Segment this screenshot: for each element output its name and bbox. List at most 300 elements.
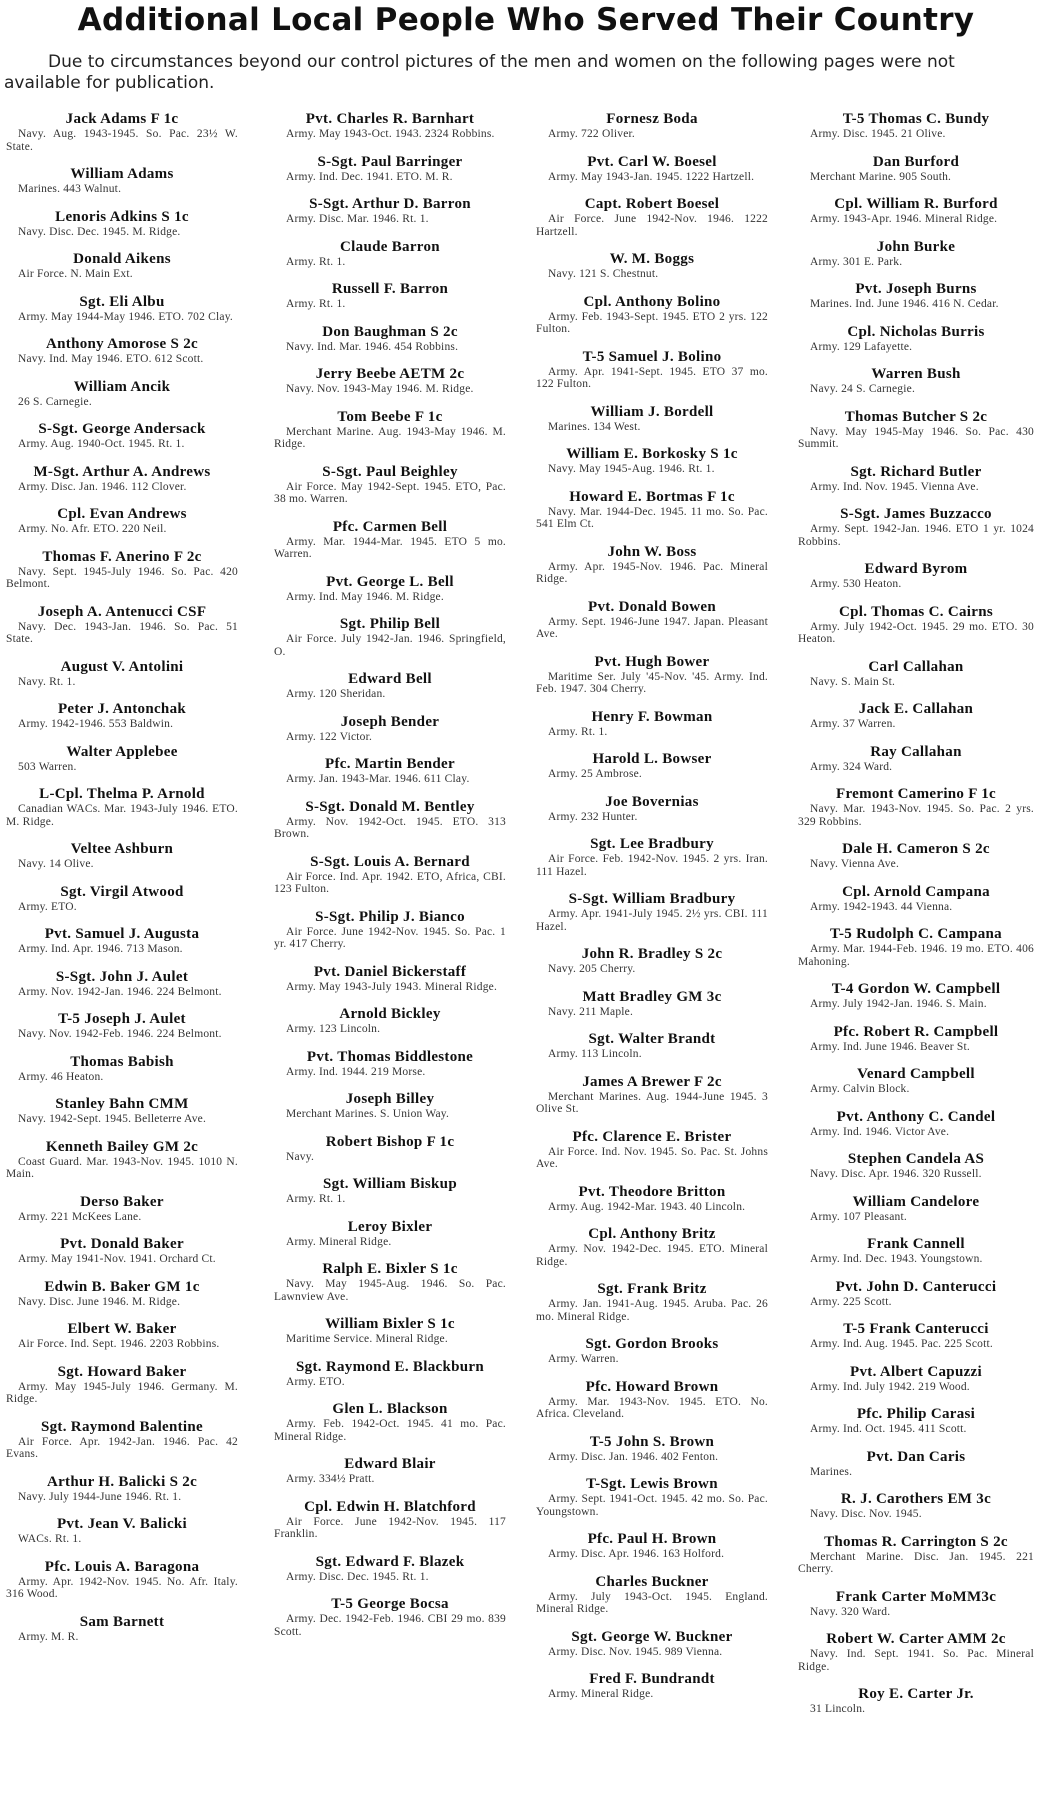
service-details: Army. Nov. 1942-Dec. 1945. ETO. Mineral Ridge. xyxy=(536,1243,768,1268)
person-name: Sgt. Richard Butler xyxy=(850,463,982,480)
service-details: Marines. 134 West. xyxy=(548,420,641,433)
person-name: Sgt. Edward F. Blazek xyxy=(315,1553,465,1570)
roster-entry xyxy=(798,745,1034,774)
person-name: Fremont Camerino F 1c xyxy=(835,786,996,802)
roster-column-2 xyxy=(274,112,506,1638)
person-name: S-Sgt. William Bradbury xyxy=(568,891,736,907)
person-name: Cpl. Nicholas Burris xyxy=(847,323,985,340)
service-details: Army. Feb. 1942-Oct. 1945. 41 mo. Pac. Mineral Ridge. xyxy=(274,1418,506,1443)
person-name: Walter Applebee xyxy=(66,743,178,760)
service-details: Army. 722 Oliver. xyxy=(548,128,635,140)
person-name: S-Sgt. James Buzzacco xyxy=(840,506,992,522)
person-name: Pfc. Robert R. Campbell xyxy=(833,1023,999,1040)
person-name: T-5 Thomas C. Bundy xyxy=(842,111,990,127)
person-name: William E. Borkosky S 1c xyxy=(566,446,738,462)
roster-entry xyxy=(536,990,768,1019)
person-name: Derso Baker xyxy=(80,1193,164,1210)
service-details: Army. Sept. 1941-Oct. 1945. 42 mo. So. Pac. Youngstown. xyxy=(536,1493,768,1518)
person-name: Pvt. Theodore Britton xyxy=(578,1183,726,1200)
roster-entry xyxy=(274,965,506,994)
roster-entry xyxy=(798,1110,1034,1139)
person-name: John R. Bradley S 2c xyxy=(581,946,723,962)
roster-entry xyxy=(6,787,238,828)
roster-entry xyxy=(798,1195,1034,1224)
person-name: S-Sgt. Paul Beighley xyxy=(322,463,458,480)
roster-entry xyxy=(6,1012,238,1041)
roster-entry xyxy=(274,800,506,841)
person-name: Pvt. Carl W. Boesel xyxy=(587,153,717,170)
service-details: Army. Ind. Apr. 1946. 713 Mason. xyxy=(18,943,183,955)
service-details: Army. Dec. 1942-Feb. 1946. CBI 29 mo. 839 Scott. xyxy=(274,1613,506,1638)
roster-entry xyxy=(536,752,768,781)
roster-entry xyxy=(274,1220,506,1249)
roster-entry xyxy=(536,405,768,434)
service-details: Navy. Nov. 1943-May 1946. M. Ridge. xyxy=(286,383,474,395)
roster-entry xyxy=(798,562,1034,591)
person-name: Venard Campbell xyxy=(857,1066,975,1082)
person-name: Ralph E. Bixler S 1c xyxy=(322,1261,458,1277)
service-details: Army. Disc. Mar. 1946. Rt. 1. xyxy=(286,213,429,225)
roster-entry xyxy=(798,605,1034,646)
person-name: Pfc. Philip Carasi xyxy=(856,1406,976,1422)
person-name: Leroy Bixler xyxy=(347,1218,433,1235)
person-name: S-Sgt. Paul Barringer xyxy=(317,153,463,170)
roster-entry xyxy=(536,155,768,184)
person-name: Pvt. Thomas Biddlestone xyxy=(306,1048,474,1065)
person-name: Sam Barnett xyxy=(79,1613,165,1630)
roster-entry xyxy=(536,1435,768,1464)
service-details: Army. Rt. 1. xyxy=(286,255,346,268)
service-details: Navy. Nov. 1942-Feb. 1946. 224 Belmont. xyxy=(18,1028,222,1040)
person-name: Matt Bradley GM 3c xyxy=(582,988,722,1005)
roster-entry xyxy=(6,970,238,999)
roster-entry xyxy=(798,1450,1034,1479)
person-name: Cpl. Thomas C. Cairns xyxy=(839,603,993,620)
service-details: Army. 1942-1946. 553 Baldwin. xyxy=(18,718,174,730)
roster-entry xyxy=(798,1492,1034,1521)
person-name: Edwin B. Baker GM 1c xyxy=(44,1278,200,1295)
person-name: Cpl. William R. Burford xyxy=(834,196,998,212)
roster-entry xyxy=(798,1322,1034,1351)
person-name: T-5 John S. Brown xyxy=(589,1433,715,1450)
service-details: Navy. Disc. June 1946. M. Ridge. xyxy=(18,1295,181,1308)
roster-entry xyxy=(274,757,506,786)
person-name: Lenoris Adkins S 1c xyxy=(55,208,189,225)
person-name: Howard E. Bortmas F 1c xyxy=(569,488,735,505)
service-details: Navy. 24 S. Carnegie. xyxy=(810,383,916,395)
service-details: Navy. Disc. Dec. 1945. M. Ridge. xyxy=(18,225,181,238)
person-name: T-5 Joseph J. Aulet xyxy=(58,1011,186,1027)
service-details: Army. 334½ Pratt. xyxy=(286,1473,375,1485)
roster-entry xyxy=(536,600,768,641)
person-name: Sgt. Virgil Atwood xyxy=(60,883,184,900)
service-details: Navy. May 1945-Aug. 1946. Rt. 1. xyxy=(548,463,715,475)
roster-entry xyxy=(274,240,506,269)
roster-entry xyxy=(274,282,506,311)
service-details: Army. Sept. 1942-Jan. 1946. ETO 1 yr. 1024 Robbins. xyxy=(798,523,1034,548)
service-details: WACs. Rt. 1. xyxy=(18,1533,82,1545)
person-name: Sgt. Gordon Brooks xyxy=(585,1336,719,1352)
service-details: 503 Warren. xyxy=(18,760,77,773)
service-details: Navy. Rt. 1. xyxy=(18,675,76,688)
service-details: Army. 324 Ward. xyxy=(810,760,893,773)
service-details: Navy. Vienna Ave. xyxy=(810,858,900,870)
service-details: Army. M. R. xyxy=(18,1630,79,1643)
service-details: Army. 25 Ambrose. xyxy=(548,768,643,780)
service-details: Army. Nov. 1942-Jan. 1946. 224 Belmont. xyxy=(18,985,222,998)
person-name: S-Sgt. Louis A. Bernard xyxy=(310,853,470,870)
roster-entry xyxy=(798,1365,1034,1394)
service-details: Army. May 1943-Oct. 1943. 2324 Robbins. xyxy=(286,128,495,140)
person-name: Pvt. Jean V. Balicki xyxy=(56,1516,188,1532)
service-details: Army. 107 Pleasant. xyxy=(810,1210,907,1223)
roster-entry xyxy=(6,1195,238,1224)
roster-entry xyxy=(274,575,506,604)
service-details: Army. May 1943-Jan. 1945. 1222 Hartzell. xyxy=(548,170,755,183)
service-details: Navy. 14 Olive. xyxy=(18,858,94,870)
service-details: Air Force. May 1942-Sept. 1945. ETO, Pac. 38 mo. Warren. xyxy=(274,480,506,505)
service-details: Navy. 320 Ward. xyxy=(810,1605,891,1618)
service-details: Army. Aug. 1942-Mar. 1943. 40 Lincoln. xyxy=(548,1200,746,1213)
roster-entry xyxy=(6,465,238,494)
roster-entry xyxy=(536,947,768,976)
person-name: Pfc. Clarence E. Brister xyxy=(572,1128,732,1145)
roster-entry xyxy=(536,1130,768,1171)
person-name: Glen L. Blackson xyxy=(332,1401,448,1417)
service-details: Merchant Marine. 905 South. xyxy=(810,170,952,183)
person-name: Cpl. Evan Andrews xyxy=(57,506,187,522)
person-name: Warren Bush xyxy=(871,366,961,382)
roster-entry xyxy=(274,1500,506,1541)
service-details: Army. Ind. Nov. 1945. Vienna Ave. xyxy=(810,480,979,493)
person-name: Jack E. Callahan xyxy=(858,701,974,717)
person-name: Pvt. Daniel Bickerstaff xyxy=(313,963,467,980)
person-name: Dan Burford xyxy=(872,153,960,170)
roster-entry xyxy=(274,155,506,184)
roster-entry xyxy=(536,1227,768,1268)
person-name: Stanley Bahn CMM xyxy=(55,1096,189,1112)
roster-entry xyxy=(6,337,238,366)
person-name: Pvt. John D. Canterucci xyxy=(835,1278,997,1295)
service-details: Army. 120 Sheridan. xyxy=(286,688,386,700)
roster-entry xyxy=(536,447,768,476)
roster-entry xyxy=(6,1280,238,1309)
roster-entry xyxy=(536,1337,768,1366)
person-name: Pvt. Dan Caris xyxy=(866,1448,966,1465)
roster-entry xyxy=(6,605,238,646)
person-name: Frank Cannell xyxy=(867,1236,965,1252)
service-details: Merchant Marine. Disc. Jan. 1945. 221 Cherry. xyxy=(798,1550,1034,1575)
roster-entry xyxy=(274,617,506,658)
person-name: William Bixler S 1c xyxy=(325,1316,455,1332)
service-details: Army. 46 Heaton. xyxy=(18,1070,104,1083)
service-details: Army. 37 Warren. xyxy=(810,718,896,730)
roster-entry xyxy=(798,842,1034,871)
person-name: John Burke xyxy=(876,238,956,255)
person-name: W. M. Boggs xyxy=(609,251,695,267)
roster-entry xyxy=(6,927,238,956)
roster-entry xyxy=(274,410,506,451)
person-name: William Ancik xyxy=(73,378,171,395)
person-name: Sgt. Philip Bell xyxy=(339,616,441,632)
service-details: Air Force. Feb. 1942-Nov. 1945. 2 yrs. Iran. 111 Hazel. xyxy=(536,853,768,878)
roster-entry xyxy=(536,252,768,281)
person-name: Pfc. Howard Brown xyxy=(585,1378,719,1395)
person-name: Pfc. Martin Bender xyxy=(325,756,455,772)
roster-entry xyxy=(798,155,1034,184)
person-name: T-Sgt. Lewis Brown xyxy=(586,1476,718,1492)
roster-entry xyxy=(798,1687,1034,1716)
person-name: Sgt. William Biskup xyxy=(323,1176,457,1192)
service-details: Army. 123 Lincoln. xyxy=(286,1023,381,1035)
service-details: Army. ETO. xyxy=(18,900,77,913)
person-name: Fred F. Bundrandt xyxy=(589,1671,715,1687)
roster-entry xyxy=(6,842,238,871)
roster-entry xyxy=(274,197,506,226)
person-name: Joseph Bender xyxy=(340,713,440,730)
service-details: Army. Disc. Jan. 1946. 402 Fenton. xyxy=(548,1450,719,1463)
person-name: Sgt. Eli Albu xyxy=(79,293,165,310)
person-name: Cpl. Anthony Britz xyxy=(588,1226,716,1242)
service-details: Army. Ind. Oct. 1945. 411 Scott. xyxy=(810,1423,967,1435)
roster-entry xyxy=(6,1560,238,1601)
service-details: Navy. 1942-Sept. 1945. Belleterre Ave. xyxy=(18,1113,207,1125)
person-name: T-4 Gordon W. Campbell xyxy=(831,981,1001,997)
person-name: Arnold Bickley xyxy=(339,1006,441,1022)
roster-entry xyxy=(6,1517,238,1546)
person-name: T-5 Samuel J. Bolino xyxy=(582,348,722,365)
person-name: Sgt. Walter Brandt xyxy=(588,1031,716,1047)
roster-entry xyxy=(6,295,238,324)
roster-entry xyxy=(536,655,768,696)
person-name: Pvt. Joseph Burns xyxy=(855,281,977,297)
roster-entry xyxy=(536,1032,768,1061)
person-name: Sgt. Lee Bradbury xyxy=(590,836,714,852)
service-details: Army. Mineral Ridge. xyxy=(548,1688,654,1700)
person-name: Dale H. Cameron S 2c xyxy=(842,841,990,857)
roster-entry xyxy=(274,1177,506,1206)
roster-entry xyxy=(274,465,506,506)
service-details: Air Force. June 1942-Nov. 1946. 1222 Hartzell. xyxy=(536,213,768,238)
service-details: Army. July 1942-Jan. 1946. S. Main. xyxy=(810,998,987,1010)
service-details: Navy. May 1945-Aug. 1946. So. Pac. Lawnview Ave. xyxy=(274,1278,506,1303)
service-details: Navy. Disc. Apr. 1946. 320 Russell. xyxy=(810,1168,982,1180)
roster-entry xyxy=(798,410,1034,451)
service-details: Coast Guard. Mar. 1943-Nov. 1945. 1010 N. Main. xyxy=(6,1155,238,1180)
service-details: Army. Disc. Apr. 1946. 163 Holford. xyxy=(548,1548,725,1560)
service-details: Army. Rt. 1. xyxy=(548,725,608,738)
service-details: Army. 1943-Apr. 1946. Mineral Ridge. xyxy=(810,213,998,225)
roster-entry xyxy=(6,1097,238,1126)
service-details: Army. Disc. Dec. 1945. Rt. 1. xyxy=(286,1570,429,1583)
service-details: Army. May 1943-July 1943. Mineral Ridge. xyxy=(286,980,498,993)
roster-entry xyxy=(536,1075,768,1116)
service-details: Army. 225 Scott. xyxy=(810,1295,892,1308)
person-name: Pvt. Hugh Bower xyxy=(594,653,710,670)
person-name: Tom Beebe F 1c xyxy=(337,408,443,425)
roster-column-4 xyxy=(798,112,1034,1716)
roster-entry xyxy=(798,1407,1034,1436)
service-details: Army. Ind. Dec. 1941. ETO. M. R. xyxy=(286,170,453,183)
roster-entry xyxy=(798,112,1034,141)
person-name: M-Sgt. Arthur A. Andrews xyxy=(33,463,211,480)
person-name: Edward Byrom xyxy=(864,561,968,577)
roster-entry xyxy=(536,1380,768,1421)
person-name: Capt. Robert Boesel xyxy=(584,196,720,212)
roster-entry xyxy=(6,1322,238,1351)
person-name: S-Sgt. George Andersack xyxy=(38,421,206,437)
roster-entry xyxy=(274,1317,506,1346)
roster-entry xyxy=(274,520,506,561)
person-name: Carl Callahan xyxy=(868,658,964,675)
service-details: Army. Disc. Nov. 1945. 989 Vienna. xyxy=(548,1645,723,1658)
service-details: Air Force. N. Main Ext. xyxy=(18,268,133,280)
roster-entry xyxy=(536,1630,768,1659)
person-name: Roy E. Carter Jr. xyxy=(858,1686,974,1702)
service-details: Army. No. Afr. ETO. 220 Neil. xyxy=(18,523,167,535)
service-details: Army. Mar. 1944-Feb. 1946. 19 mo. ETO. 406 Mahoning. xyxy=(798,943,1034,968)
person-name: Thomas Babish xyxy=(70,1053,174,1070)
service-details: Army. Nov. 1942-Oct. 1945. ETO. 313 Brown. xyxy=(274,815,506,840)
service-details: Maritime Service. Mineral Ridge. xyxy=(286,1333,448,1345)
roster-entry xyxy=(798,927,1034,968)
roster-entry xyxy=(798,1632,1034,1673)
person-name: Anthony Amorose S 2c xyxy=(46,336,198,352)
person-name: Charles Buckner xyxy=(595,1573,709,1590)
roster-entry xyxy=(536,197,768,238)
service-details: Army. 113 Lincoln. xyxy=(548,1048,642,1060)
service-details: Air Force. June 1942-Nov. 1945. 117 Franklin. xyxy=(274,1515,506,1540)
person-name: Sgt. Howard Baker xyxy=(57,1363,187,1380)
person-name: Ray Callahan xyxy=(870,743,962,760)
roster-entry xyxy=(274,855,506,896)
service-details: Army. Aug. 1940-Oct. 1945. Rt. 1. xyxy=(18,438,185,450)
person-name: William Candelore xyxy=(852,1193,980,1210)
roster-entry xyxy=(6,1055,238,1084)
service-details: Army. Rt. 1. xyxy=(286,1193,346,1205)
person-name: Donald Aikens xyxy=(73,251,171,267)
roster-entry xyxy=(274,1597,506,1638)
person-name: Jerry Beebe AETM 2c xyxy=(315,366,465,382)
service-details: Army. May 1945-July 1946. Germany. M. Ridge. xyxy=(6,1380,238,1405)
service-details: Army. 1942-1943. 44 Vienna. xyxy=(810,900,953,913)
person-name: Pfc. Paul H. Brown xyxy=(587,1531,717,1547)
person-name: S-Sgt. Arthur D. Barron xyxy=(309,196,471,212)
person-name: Robert W. Carter AMM 2c xyxy=(826,1631,1006,1647)
service-details: Army. Jan. 1941-Aug. 1945. Aruba. Pac. 26 mo. Mineral Ridge. xyxy=(536,1298,768,1323)
service-details: Army. Ind. July 1942. 219 Wood. xyxy=(810,1380,970,1393)
roster-entry xyxy=(798,702,1034,731)
roster-entry xyxy=(798,197,1034,226)
service-details: Army. 301 E. Park. xyxy=(810,255,903,268)
roster-entry xyxy=(6,422,238,451)
roster-entry xyxy=(536,350,768,391)
service-details: Marines. 443 Walnut. xyxy=(18,183,122,195)
service-details: Army. Sept. 1946-June 1947. Japan. Pleasant Ave. xyxy=(536,615,768,640)
person-name: Cpl. Anthony Bolino xyxy=(583,293,721,310)
service-details: 26 S. Carnegie. xyxy=(18,395,92,408)
person-name: Pvt. George L. Bell xyxy=(326,573,454,590)
service-details: Army. 530 Heaton. xyxy=(810,578,902,590)
roster-columns xyxy=(0,112,1052,1800)
roster-entry xyxy=(274,1007,506,1036)
person-name: S-Sgt. Donald M. Bentley xyxy=(305,798,475,815)
roster-entry xyxy=(798,325,1034,354)
service-details: Army. 129 Lafayette. xyxy=(810,340,913,353)
service-details: Air Force. Apr. 1942-Jan. 1946. Pac. 42 Evans. xyxy=(6,1435,238,1460)
intro-paragraph: Due to circumstances beyond our control pictures of the men and women on the following pages were not available for publication. xyxy=(4,52,955,93)
service-details: Army. July 1942-Oct. 1945. 29 mo. ETO. 30 Heaton. xyxy=(798,620,1034,645)
roster-entry xyxy=(6,1420,238,1461)
person-name: William J. Bordell xyxy=(590,403,714,420)
roster-entry xyxy=(536,1532,768,1561)
service-details: Air Force. Ind. Nov. 1945. So. Pac. St. Johns Ave. xyxy=(536,1145,768,1170)
person-name: T-5 George Bocsa xyxy=(331,1596,449,1612)
person-name: Cpl. Edwin H. Blatchford xyxy=(304,1498,476,1515)
service-details: Air Force. Ind. Sept. 1946. 2203 Robbins. xyxy=(18,1338,220,1350)
roster-entry xyxy=(798,885,1034,914)
person-name: John W. Boss xyxy=(607,543,697,560)
person-name: Russell F. Barron xyxy=(331,281,449,297)
person-name: S-Sgt. Philip J. Bianco xyxy=(315,908,465,925)
person-name: Kenneth Bailey GM 2c xyxy=(45,1138,199,1155)
person-name: T-5 Rudolph C. Campana xyxy=(830,926,1002,942)
service-details: Air Force. July 1942-Jan. 1946. Springfield, O. xyxy=(274,633,506,658)
roster-entry xyxy=(274,1402,506,1443)
roster-entry xyxy=(536,710,768,739)
person-name: Harold L. Bowser xyxy=(592,751,712,767)
roster-entry xyxy=(274,367,506,396)
person-name: Sgt. Frank Britz xyxy=(597,1281,707,1297)
person-name: Pvt. Charles R. Barnhart xyxy=(305,111,475,127)
person-name: August V. Antolini xyxy=(60,658,184,675)
service-details: Merchant Marines. Aug. 1944-June 1945. 3 Olive St. xyxy=(536,1090,768,1115)
roster-entry xyxy=(274,672,506,701)
service-details: Navy. Ind. May 1946. ETO. 612 Scott. xyxy=(18,353,204,365)
roster-entry xyxy=(798,367,1034,396)
roster-entry xyxy=(536,295,768,336)
roster-entry xyxy=(798,1067,1034,1096)
service-details: Army. 221 McKees Lane. xyxy=(18,1210,142,1223)
person-name: Pvt. Donald Bowen xyxy=(587,598,717,615)
person-name: Robert Bishop F 1c xyxy=(325,1133,455,1150)
service-details: Maritime Ser. July '45-Nov. '45. Army. Ind. Feb. 1947. 304 Cherry. xyxy=(536,670,768,695)
service-details: Army. Apr. 1941-July 1945. 2½ yrs. CBI. 111 Hazel. xyxy=(536,908,768,933)
service-details: 31 Lincoln. xyxy=(810,1703,866,1715)
roster-entry xyxy=(536,112,768,141)
roster-entry xyxy=(798,1237,1034,1266)
roster-entry xyxy=(536,1672,768,1701)
service-details: Navy. Sept. 1945-July 1946. So. Pac. 420 Belmont. xyxy=(6,565,238,590)
person-name: Fornesz Boda xyxy=(606,111,698,127)
person-name: James A Brewer F 2c xyxy=(582,1073,722,1090)
person-name: Frank Carter MoMM3c xyxy=(835,1588,997,1605)
service-details: Canadian WACs. Mar. 1943-July 1946. ETO. M. Ridge. xyxy=(6,803,238,828)
roster-entry xyxy=(798,787,1034,828)
roster-entry xyxy=(274,1092,506,1121)
roster-entry xyxy=(274,1262,506,1303)
roster-entry xyxy=(798,465,1034,494)
roster-entry xyxy=(536,1185,768,1214)
person-name: Joseph Billey xyxy=(345,1091,435,1107)
service-details: Marines. Ind. June 1946. 416 N. Cedar. xyxy=(810,298,999,310)
service-details: Merchant Marine. Aug. 1943-May 1946. M. Ridge. xyxy=(274,425,506,450)
roster-entry xyxy=(6,167,238,196)
page-title: Additional Local People Who Served Their Country xyxy=(77,2,975,38)
service-details: Navy. 211 Maple. xyxy=(548,1005,634,1018)
roster-entry xyxy=(274,910,506,951)
person-name: Cpl. Arnold Campana xyxy=(842,883,990,900)
